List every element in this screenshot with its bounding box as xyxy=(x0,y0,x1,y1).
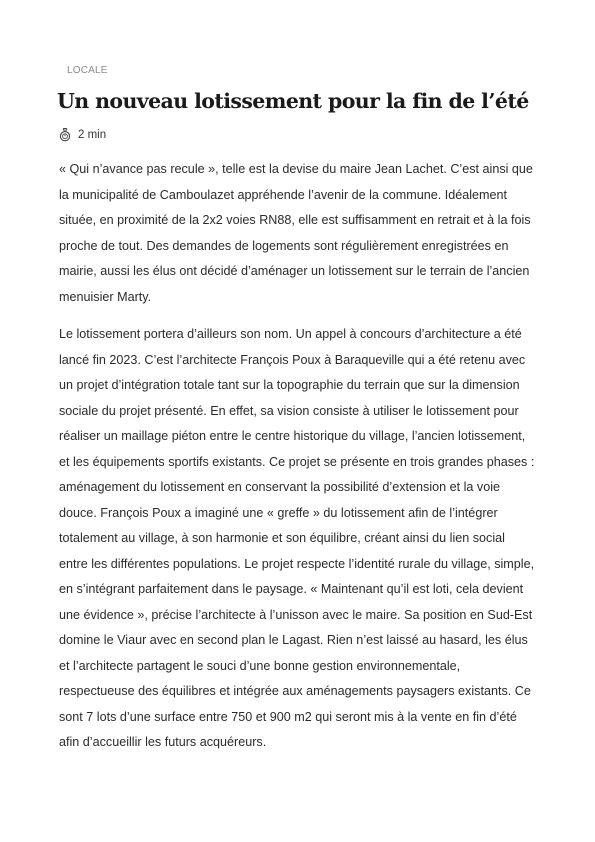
article-body xyxy=(59,157,537,768)
read-time xyxy=(59,128,106,142)
paragraph: Le lotissement portera d’ailleurs son nom. Un appel à concours d’architecture a été lancé fin 2023. C’est l’architecte François Poux à Baraqueville qui a été retenu avec un projet d’intégration totale tant sur la topographie du terrain que sur la dimension sociale du projet présenté. En effet, sa vision consiste à utiliser le lotissement pour réaliser un maillage piéton entre le centre historique du village, l’ancien lotissement, et les équipements sportifs existants. Ce projet se présente en trois grandes phases : aménagement du lotissement en conservant la possibilité d’extension et la voie douce. François Poux a imaginé une « greffe » du lotissement afin de l’intégrer totalement au village, à son harmonie et son équilibre, créant ainsi du lien social entre les différentes populations. Le projet respecte l’identité rurale du village, simple, en s’intégrant parfaitement dans le paysage. « Maintenant qu’il est loti, cela devient une évidence », précise l’architecte à l’unisson avec le maire. Sa position en Sud-Est domine le Viaur avec en second plan le Lagast. Rien n’est laissé au hasard, les élus et l’architecte partagent le souci d’une bonne gestion environnementale, respectueuse des équilibres et intégrée aux aménagements paysagers existants. Ce sont 7 lots d’une surface entre 750 et 900 m2 qui seront mis à la vente en fin d’été afin d’accueillir les futurs acquéreurs. xyxy=(59,327,535,749)
read-time-label: 2 min xyxy=(78,129,107,141)
article-title: Un nouveau lotissement pour la fin de l’été xyxy=(57,89,529,113)
category-label: LOCALE xyxy=(67,65,108,76)
stopwatch-icon xyxy=(59,128,71,142)
paragraph: « Qui n’avance pas recule », telle est la devise du maire Jean Lachet. C’est ainsi que la municipalité de Camboulazet appréhende l’avenir de la commune. Idéalement située, en proximité de la 2x2 voies RN88, elle est suffisamment en retrait et à la fois proche de tout. Des demandes de logements sont régulièrement enregistrées en mairie, aussi les élus ont décidé d’aménager un lotissement sur le terrain de l’ancien menuisier Marty. xyxy=(59,162,533,304)
